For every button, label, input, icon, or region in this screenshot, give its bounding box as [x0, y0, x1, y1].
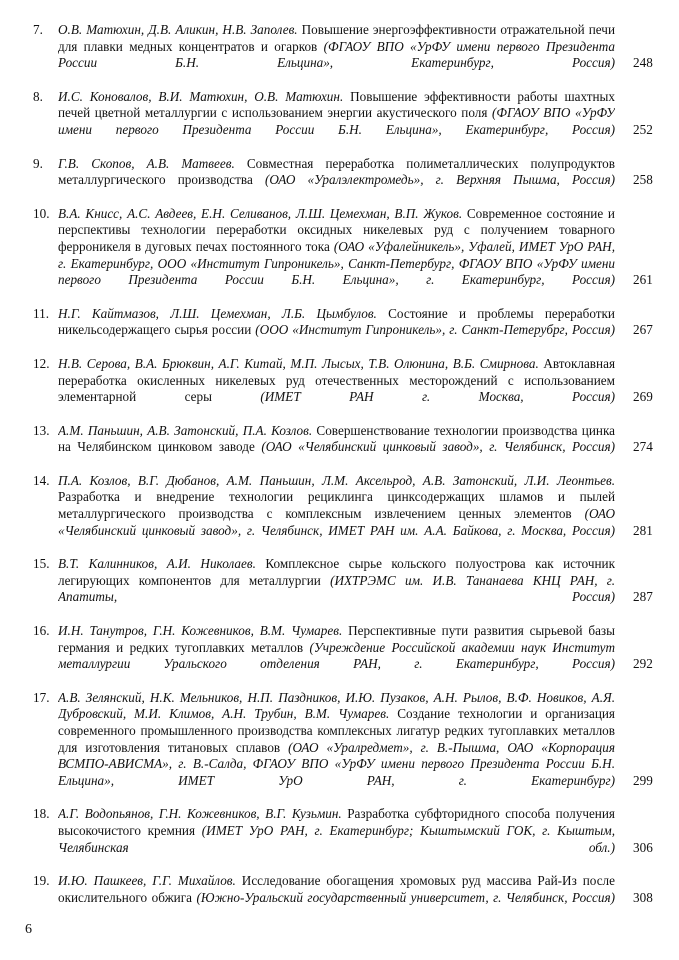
- entry-body: [58, 206, 615, 289]
- entry-page-number[interactable]: 292: [633, 656, 653, 672]
- entry-title: Разработка субфторидного способа получения высокочистого кремния: [58, 806, 615, 838]
- entry-authors: О.В. Матюхин, Д.В. Аликин, Н.В. Заполев.: [58, 22, 298, 37]
- toc-entry[interactable]: [0, 356, 679, 406]
- entry-number: 8.: [33, 88, 43, 104]
- entry-affiliation: (ОАО «Уфалейникель», Уфалей, ИМЕТ УрО РАН, г. Екатеринбург, ООО «Институт Гипроникель», Санкт-Петербург, ФГАОУ ВПО «УрФУ имени первого Президента России Б.Н. Ельцина», г. Екатеринбург, Россия) .....: [58, 239, 615, 289]
- entry-title: Автоклавная переработка окисленных никелевых руд отечественных месторождений с использованием элементарной серы: [58, 355, 615, 405]
- toc-entry[interactable]: [0, 623, 679, 673]
- entry-authors: В.А. Книсс, А.С. Авдеев, Е.Н. Селиванов, Л.Ш. Цемехман, В.П. Жуков.: [58, 205, 463, 221]
- entry-title: Повышение энергоэффективности отражательной печи для плавки медных концентратов и огарков: [58, 22, 615, 54]
- entry-number: 7.: [33, 22, 43, 37]
- entry-number: 14.: [33, 472, 50, 488]
- entry-page-number[interactable]: 306: [633, 839, 653, 855]
- entry-body: [58, 806, 615, 856]
- entry-affiliation: (ООО «Институт Гипроникель», г. Санкт-Петерубрг, Россия) .....: [58, 322, 615, 339]
- toc-entry[interactable]: [0, 690, 679, 790]
- entry-affiliation: (ФГАОУ ВПО «УрФУ имени первого Президента России Б.Н. Ельцина», Екатеринбург, Россия) .....: [58, 105, 615, 138]
- entry-body: [58, 22, 615, 72]
- entry-number: 18.: [33, 806, 50, 822]
- entry-body: [58, 89, 615, 139]
- entry-number: 16.: [33, 623, 50, 639]
- entry-page-number[interactable]: 299: [633, 772, 653, 788]
- entry-body: [58, 623, 615, 673]
- entry-authors: А.В. Зелянский, Н.К. Мельников, Н.П. Паздников, И.Ю. Пузаков, А.Н. Рылов, В.Ф. Новиков, А.Я. Дубровский, М.И. Климов, А.Н. Трубин, В.М. Чумарев.: [58, 689, 615, 722]
- entry-number: 13.: [33, 422, 50, 438]
- entry-authors: И.С. Коновалов, В.И. Матюхин, О.В. Матюхин.: [58, 88, 344, 104]
- entry-page-number[interactable]: 261: [633, 272, 653, 288]
- entry-body: [58, 873, 615, 906]
- entry-affiliation: (ИХТРЭМС им. И.В. Тананаева КНЦ РАН, г. Апатиты, Россия) .....: [58, 573, 615, 606]
- entry-title: Современное состояние и перспективы технологии переработки оксидных никелевых руд с получением товарного ферроникеля в дуговых печах постоянного тока: [58, 205, 615, 254]
- entry-title: Совершенствование технологии производства цинка на Челябинском цинковом заводе: [58, 422, 615, 455]
- entry-authors: Г.В. Скопов, А.В. Матвеев.: [58, 155, 235, 171]
- entry-number: 19.: [33, 873, 50, 889]
- entry-affiliation: (Южно-Уральский государственный университет, г. Челябинск, Россия) .....: [58, 890, 615, 907]
- entry-authors: В.Т. Калинников, А.И. Николаев.: [58, 556, 256, 572]
- entry-page-number[interactable]: 308: [633, 889, 653, 905]
- entry-authors: А.М. Паньшин, А.В. Затонский, П.А. Козлов.: [58, 422, 313, 438]
- entry-page-number[interactable]: 287: [633, 589, 653, 605]
- entry-affiliation: (ИМЕТ РАН г. Москва, Россия) .....: [58, 389, 615, 406]
- entry-authors: И.Н. Танутров, Г.Н. Кожевников, В.М. Чумарев.: [58, 623, 343, 639]
- toc-entry[interactable]: [0, 22, 679, 72]
- entry-number: 17.: [33, 689, 50, 705]
- entry-page-number[interactable]: 269: [633, 389, 653, 405]
- entry-body: [58, 423, 615, 456]
- entry-number: 12.: [33, 355, 50, 371]
- entry-affiliation: (ФГАОУ ВПО «УрФУ имени первого Президента России Б.Н. Ельцина», Екатеринбург, Россия) .....: [58, 39, 615, 72]
- toc-entry[interactable]: [0, 156, 679, 189]
- entry-page-number[interactable]: 267: [633, 322, 653, 338]
- entry-page-number[interactable]: 274: [633, 439, 653, 455]
- entry-affiliation: (ОАО «Челябинский цинковый завод», г. Челябинск, Россия) .....: [58, 439, 615, 456]
- entry-title: Разработка и внедрение технологии рециклинга цинксодержащих шламов и пылей металлургического производства с комплексным извлечением ценных элементов: [58, 489, 615, 522]
- entry-title: Исследование обогащения хромовых руд массива Рай-Из после окислительного обжига: [58, 873, 615, 905]
- toc-entry[interactable]: [0, 89, 679, 139]
- entry-affiliation: (Учреждение Российской академии наук Институт металлургии Уральского отделения РАН, г. Екатеринбург, Россия) .....: [58, 640, 615, 673]
- entry-affiliation: (ОАО «Челябинский цинковый завод», г. Челябинск, ИМЕТ РАН им. А.А. Байкова, г. Москва, Россия) .....: [58, 506, 615, 539]
- page-number: 6: [25, 922, 32, 937]
- entry-title: Комплексное сырье кольского полуострова как источник легирующих компонентов для металлургии: [58, 556, 615, 588]
- toc-entry[interactable]: [0, 206, 679, 289]
- entry-title: Совместная переработка полиметаллических полупродуктов металлургического производства: [58, 155, 615, 188]
- table-of-contents: [0, 22, 679, 923]
- toc-entry[interactable]: [0, 423, 679, 456]
- entry-authors: П.А. Козлов, В.Г. Дюбанов, А.М. Паньшин, Л.М. Аксельрод, А.В. Затонский, Л.И. Леонтьев.: [58, 472, 615, 488]
- entry-title: Повышение эффективности работы шахтных печей цветной металлургии с использованием энергии акустического поля: [58, 88, 615, 121]
- toc-entry[interactable]: [0, 473, 679, 539]
- entry-page-number[interactable]: 248: [633, 55, 653, 71]
- entry-authors: Н.В. Серова, В.А. Брюквин, А.Г. Китай, М.П. Лысых, Т.В. Олюнина, В.Б. Смирнова.: [58, 355, 539, 371]
- toc-entry[interactable]: [0, 873, 679, 906]
- entry-body: [58, 556, 615, 606]
- entry-body: [58, 473, 615, 539]
- entry-number: 9.: [33, 155, 43, 171]
- entry-authors: И.Ю. Пашкеев, Г.Г. Михайлов.: [58, 873, 236, 889]
- entry-page-number[interactable]: 258: [633, 172, 653, 188]
- entry-title: Состояние и проблемы переработки никельсодержащего сырья россии: [58, 305, 615, 338]
- entry-number: 11.: [33, 305, 49, 321]
- entry-authors: Н.Г. Кайтмазов, Л.Ш. Цемехман, Л.Б. Цымбулов.: [58, 305, 377, 321]
- entry-number: 15.: [33, 556, 50, 572]
- entry-affiliation: (ОАО «Уралэлектромедь», г. Верхняя Пышма, Россия) .....: [58, 172, 615, 189]
- entry-affiliation: (ИМЕТ УрО РАН, г. Екатеринбург; Кыштымский ГОК, г. Кыштым, Челябинская обл.) .....: [58, 823, 615, 856]
- toc-entry[interactable]: [0, 306, 679, 339]
- entry-affiliation: (ОАО «Уралредмет», г. В.-Пышма, ОАО «Корпорация ВСМПО-АВИСМА», г. В.-Салда, ФГАОУ ВПО «УрФУ имени первого Президента России Б.Н. Ельцина», ИМЕТ УрО РАН, г. Екатеринбург) .....: [58, 740, 615, 790]
- entry-title: Создание технологии и организация современного промышленного производства комплексных лигатур редких тугоплавких металлов для изготовления титановых сплавов: [58, 706, 615, 755]
- entry-authors: А.Г. Водопьянов, Г.Н. Кожевников, В.Г. Кузьмин.: [58, 806, 342, 822]
- entry-body: [58, 306, 615, 339]
- toc-entry[interactable]: [0, 806, 679, 856]
- entry-page-number[interactable]: 281: [633, 522, 653, 538]
- entry-title: Перспективные пути развития сырьевой базы германия и редких тугоплавких металлов: [58, 623, 615, 655]
- entry-body: [58, 356, 615, 406]
- toc-entry[interactable]: [0, 556, 679, 606]
- entry-number: 10.: [33, 205, 50, 221]
- entry-page-number[interactable]: 252: [633, 121, 653, 137]
- entry-body: [58, 156, 615, 189]
- entry-body: [58, 690, 615, 790]
